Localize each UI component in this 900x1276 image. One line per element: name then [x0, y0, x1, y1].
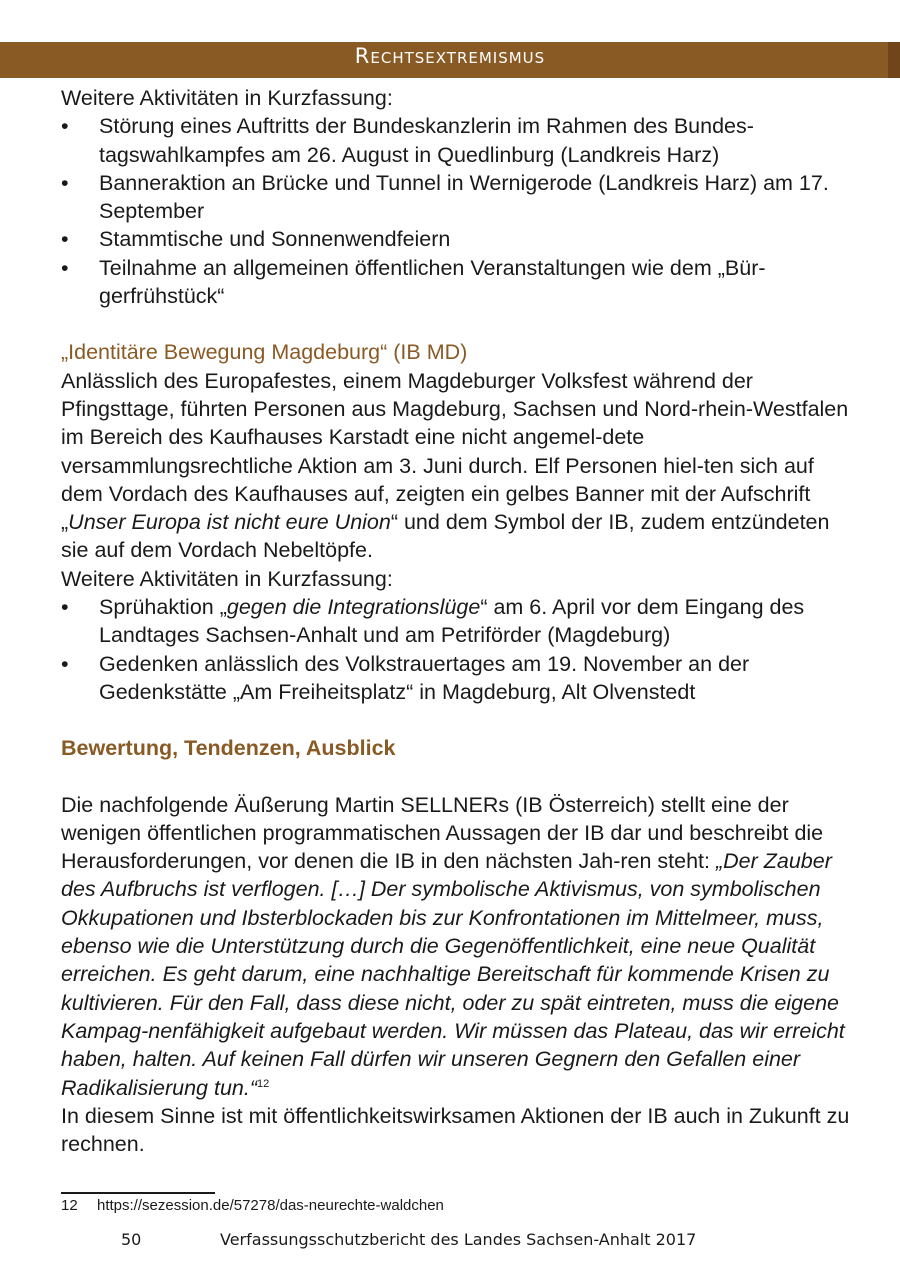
ib-md-activities-intro: Weitere Aktivitäten in Kurzfassung: — [61, 566, 393, 591]
bullet-icon: • — [61, 227, 69, 252]
main-content — [61, 84, 851, 1158]
sellner-quote: „Der Zauber des Aufbruchs ist verflogen. […] Der symbolische Aktivismus, von symbolischen Okkupationen und Ibsterblockaden bis zur Konfrontationen im Mittelmeer, muss, ebenso wie die Unterstützung durch die Gegenöffentlichkeit, eine neue Qualität erreichen. Es geht darum, eine nachhaltige Bereitschaft für kommende Krisen zu kultivieren. Für den Fall, dass diese nicht, oder zu spät eintreten, muss die eigene Kampag-nenfähigkeit aufgebaut werden. Wir müssen das Plateau, das wir erreicht haben, halten. Auf keinen Fall dürfen wir unseren Gegnern den Gefallen einer Radikalisierung tun.“ — [61, 849, 845, 1100]
page-header-title: Rechtsextremismus — [354, 44, 546, 68]
footnote — [61, 1197, 444, 1214]
list-item: • Störung eines Auftritts der Bundeskanzlerin im Rahmen des Bundes-tagswahlkampfes am 26. August in Quedlinburg (Landkreis Harz) — [61, 114, 754, 167]
assessment-closing: In diesem Sinne ist mit öffentlichkeitswirksamen Aktionen der IB auch in Zukunft zu rechnen. — [61, 1103, 850, 1157]
bullet-icon: • — [61, 170, 69, 195]
activities-intro: Weitere Aktivitäten in Kurzfassung: — [61, 86, 393, 110]
ib-md-paragraph: Anlässlich des Europafestes, einem Magdeburger Volksfest während der Pfingsttage, führten Personen aus Magdeburg, Sachsen und Nord-rhein-Westfalen im Bereich des Kaufhauses Karstadt eine nicht angemel-dete versammlungsrechtliche Aktion am 3. Juni durch. Elf Personen hiel-ten sich auf dem Vordach des Kaufhauses auf, zeigten ein gelbes Banner mit der Aufschrift „Unser Europa ist nicht eure Union“ und dem Symbol der IB, zudem entzündeten sie auf dem Vordach Nebeltöpfe. — [61, 368, 849, 563]
footnote-link[interactable]: https://sezession.de/57278/das-neurechte-waldchen — [97, 1197, 444, 1214]
assessment-paragraph: Die nachfolgende Äußerung Martin SELLNERs (IB Österreich) stellt eine der wenigen öffentlichen programmatischen Aussagen der IB dar und beschreibt die Herausforderungen, vor denen die IB in den nächsten Jah-ren steht: „Der Zauber des Aufbruchs ist verflogen. […] Der symbolische Aktivismus, von symbolischen Okkupationen und Ibsterblockaden bis zur Konfrontationen im Mittelmeer, muss, ebenso wie die Unterstützung durch die Gegenöffentlichkeit, eine neue Qualität erreichen. Es geht darum, eine nachhaltige Bereitschaft für kommende Krisen zu kultivieren. Für den Fall, dass diese nicht, oder zu spät eintreten, muss die eigene Kampag-nenfähigkeit aufgebaut werden. Wir müssen das Plateau, das wir erreicht haben, halten. Auf keinen Fall dürfen wir unseren Gegnern den Gefallen einer Radikalisierung tun.“$^{12}$ — [61, 792, 845, 1100]
list-item: • Sprühaktion „gegen die Integrationslüge“ am 6. April vor dem Eingang des Landtages Sachsen-Anhalt und am Petriförder (Magdeburg) — [61, 595, 805, 648]
ib-md-heading: „Identitäre Bewegung Magdeburg“ (IB MD) — [61, 340, 468, 365]
footnote-rule — [61, 1192, 215, 1194]
report-title: Verfassungsschutzbericht des Landes Sachsen-Anhalt 2017 — [220, 1230, 697, 1249]
list-item: • Gedenken anlässlich des Volkstrauertages am 19. November an der Gedenkstätte „Am Freiheitsplatz“ in Magdeburg, Alt Olvenstedt — [61, 651, 750, 704]
list-item: • Teilnahme an allgemeinen öffentlichen Veranstaltungen wie dem „Bür-gerfrühstück“ — [61, 255, 766, 309]
bullet-icon: • — [61, 255, 69, 280]
bullet-icon: • — [61, 114, 69, 139]
footnote-number: 12 — [61, 1197, 78, 1214]
list-item: • Banneraktion an Brücke und Tunnel in Wernigerode (Landkreis Harz) am 17. September — [61, 170, 829, 224]
list-item: • Stammtische und Sonnenwendfeiern — [61, 225, 851, 253]
ib-md-activities-list — [61, 593, 851, 706]
assessment-heading: Bewertung, Tendenzen, Ausblick — [61, 736, 396, 761]
bullet-icon: • — [61, 651, 69, 676]
activities-list — [61, 112, 851, 310]
footnote-ref: 12 — [257, 1077, 270, 1090]
bullet-icon: • — [61, 595, 69, 620]
page-number: 50 — [121, 1230, 142, 1249]
